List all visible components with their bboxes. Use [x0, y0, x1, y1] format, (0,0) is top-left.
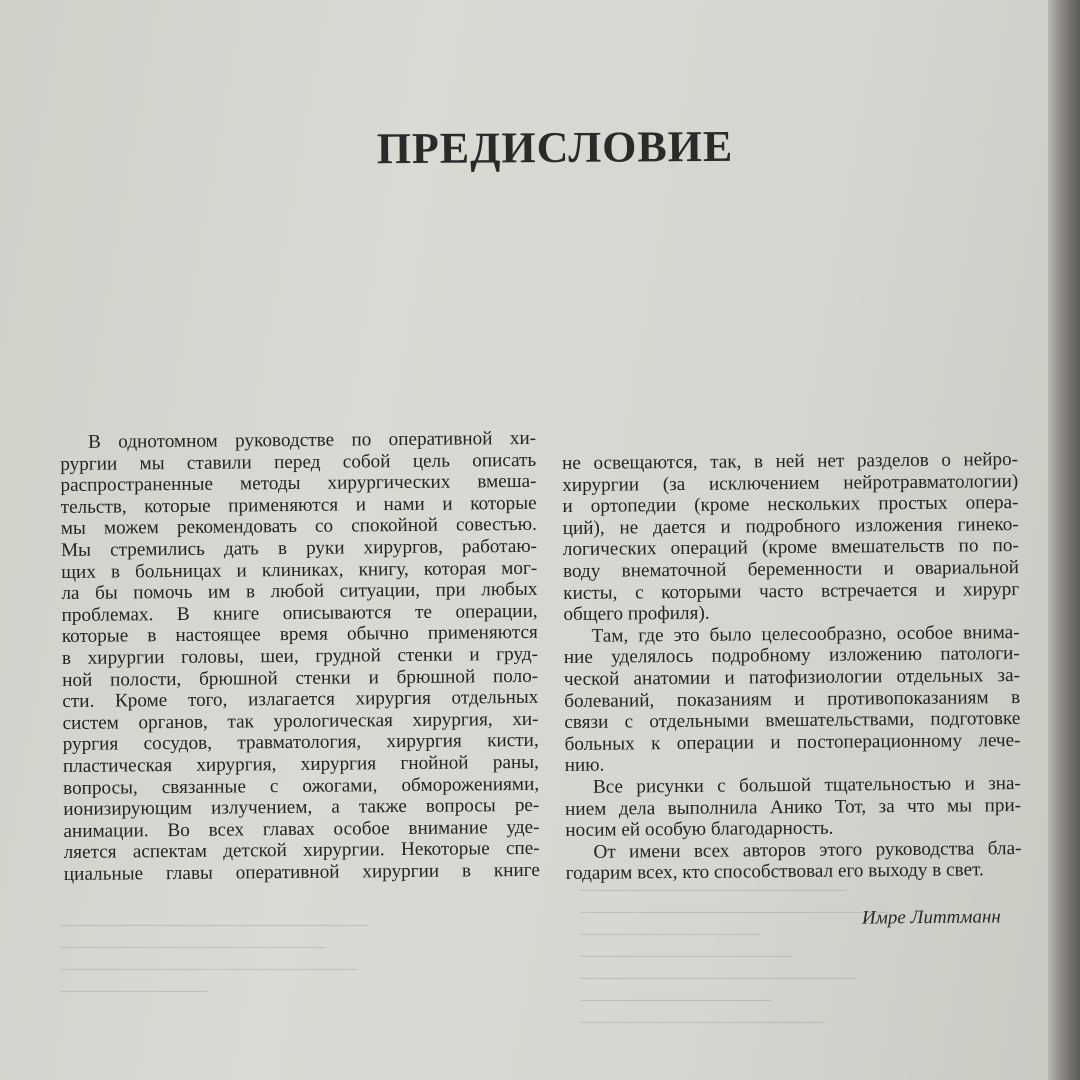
text-line: воду внематочной беременности и овариальной — [562, 556, 1020, 582]
text-line: годарим всех, кто способствовал его выходу в свет. — [565, 859, 984, 885]
text-line: проблемах. В книге описываются те операции, — [61, 600, 538, 626]
text-line: ной полости, брюшной стенки и брюшной поло- — [62, 665, 539, 691]
text-line: больных к операции и постоперационному лече- — [564, 729, 1021, 755]
text-line: хирургии (за исключением нейротравматологии) — [562, 470, 1019, 496]
text-line: щих в больницах и клиниках, книгу, которая мог- — [61, 557, 538, 583]
text-line: ляется аспектам детской хирургии. Некоторые спе- — [63, 838, 540, 864]
text-line: Все рисунки с большой тщательностью и зна- — [592, 772, 1021, 798]
text-line: ций), не дается и подробного изложения гинеко- — [562, 513, 1019, 539]
text-line: и ортопедии (кроме нескольких простых опера- — [562, 492, 1019, 518]
bleed-through-text-right: ───────────────────────── ───────────────────────────── ───────────────── ──────────────────── ────────────────────────── ────────────────── ─────────────────────── — [580, 883, 889, 1031]
text-line: общего профиля). — [563, 602, 710, 626]
text-line: От имени всех авторов этого руководства бла- — [593, 837, 1022, 863]
text-line: рургия сосудов, травматология, хирургия кисти, — [62, 730, 539, 756]
text-line: логических операций (кроме вмешательств по по- — [562, 535, 1019, 561]
text-line: В однотомном руководстве по оперативной хи- — [87, 427, 537, 453]
text-line: ла бы помочь им в любой ситуации, при любых — [61, 578, 538, 605]
text-line: болеваний, показаниям и противопоказаниям в — [564, 686, 1021, 712]
text-line: нием дела выполнила Анико Тот, за что мы при- — [565, 794, 1022, 820]
left-column-text — [60, 428, 540, 886]
text-line: анимации. Во всех главах особое внимание уде- — [63, 816, 540, 842]
text-line: сти. Кроме того, излагается хирургия отдельных — [62, 686, 539, 713]
author-signature: Имре Литтманн — [861, 906, 1001, 929]
text-line: тельств, которые применяются и нами и которые — [60, 492, 537, 518]
text-line: рургии мы ставили перед собой цель описать — [60, 449, 537, 475]
page-title: ПРЕДИСЛОВИЕ — [376, 121, 734, 174]
text-line: систем органов, так урологическая хирургия, хи- — [62, 708, 539, 734]
text-line: пластическая хирургия, хирургия гнойной раны, — [62, 751, 539, 777]
text-line: Мы стремились дать в руки хирургов, работаю- — [60, 535, 538, 561]
right-column-text — [562, 449, 1022, 885]
text-line: Там, где это было целесообразно, особое внима- — [591, 621, 1020, 647]
page-edge — [1048, 0, 1080, 1080]
text-line: циальные главы оперативной хирургии в книге — [63, 859, 540, 885]
text-line: распространенные методы хирургических вмеша- — [60, 471, 537, 497]
text-line: в хирургии головы, шеи, грудной стенки и груд- — [61, 643, 539, 669]
text-line: не освещаются, так, в ней нет разделов о нейро- — [562, 449, 1019, 474]
text-line: кисты, с которыми часто встречается и хирург — [563, 578, 1020, 604]
text-line: ние уделялось подробному изложению патологи- — [563, 643, 1020, 669]
text-line: которые в настоящее время обычно применяются — [61, 622, 538, 648]
text-line: носим ей особую благодарность. — [565, 817, 834, 842]
text-line: нию. — [564, 754, 605, 777]
text-line: вопросы, связанные с ожогами, обморожениями, — [63, 773, 540, 799]
bleed-through-text: ───────────────────────────── ───────────────────────── ──────────────────────────── ────────────── — [60, 918, 369, 1000]
text-line: ческой анатомии и патофизиологии отдельных за- — [563, 664, 1021, 690]
text-line: ионизирующим излучением, а также вопросы ре- — [63, 794, 540, 821]
text-line: связи с отдельными вмешательствами, подготовке — [564, 708, 1021, 734]
text-line: мы можем рекомендовать со спокойной совестью. — [60, 514, 537, 540]
